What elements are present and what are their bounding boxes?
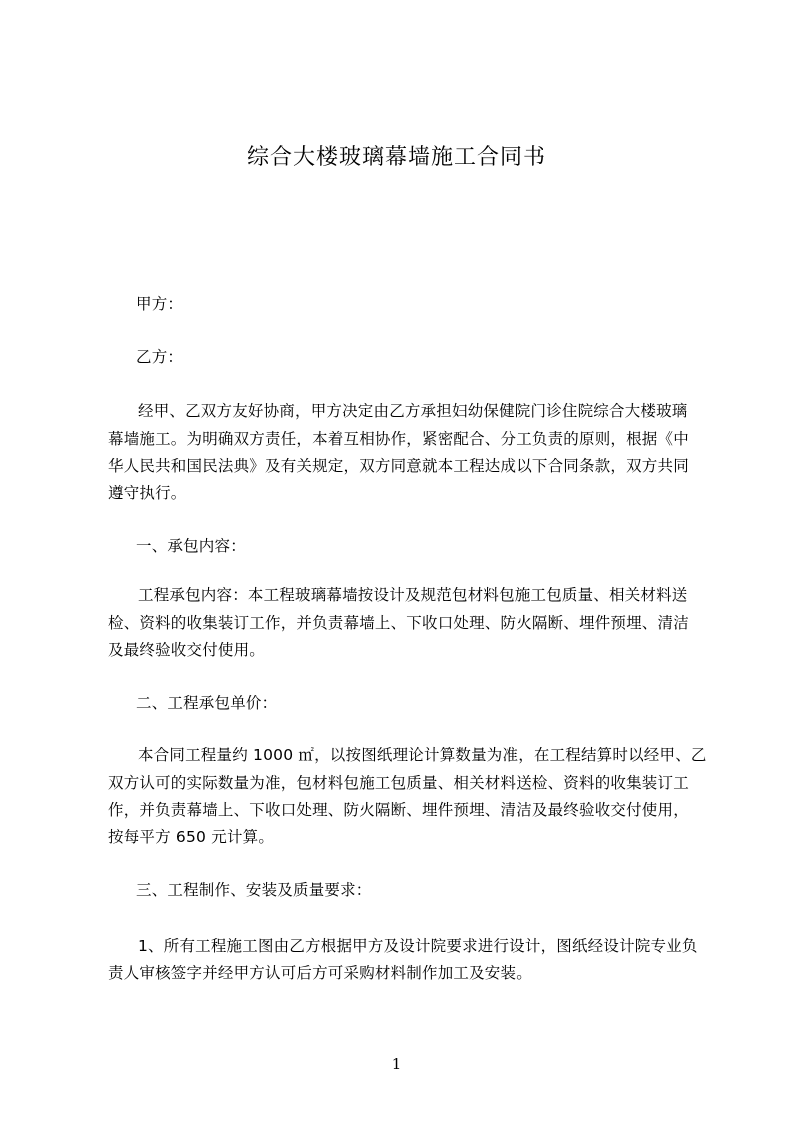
section3-item-line: 1、所有工程施工图由乙方根据甲方及设计院要求进行设计，图纸经设计院专业负 [138,937,698,955]
document-title: 综合大楼玻璃幕墙施工合同书 [246,145,546,170]
intro-line: 经甲、乙双方友好协商，甲方决定由乙方承担妇幼保健院门诊住院综合大楼玻璃 [138,402,688,420]
section-heading: 一、承包内容： [136,537,246,555]
page-number: 1 [391,1055,402,1073]
intro-line: 华人民共和国民法典》及有关规定，双方同意就本工程达成以下合同条款，双方共同 [108,457,689,475]
section2-line: 本合同工程量约 1000 ㎡，以按图纸理论计算数量为准，在工程结算时以经甲、乙 [138,746,707,764]
section1-line: 及最终验收交付使用。 [108,641,266,659]
section2-line: 作，并负责幕墙上、下收口处理、防火隔断、埋件预埋、清洁及最终验收交付使用， [108,801,689,819]
section2-line: 按每平方 650 元计算。 [108,828,275,846]
section-heading: 二、工程承包单价： [136,694,278,712]
section2-line: 双方认可的实际数量为准，包材料包施工包质量、相关材料送检、资料的收集装订工 [108,774,689,792]
intro-line: 遵守执行。 [108,484,187,502]
section1-line: 工程承包内容：本工程玻璃幕墙按设计及规范包材料包施工包质量、相关材料送 [138,586,688,604]
party-a-label: 甲方： [136,295,184,313]
intro-line: 幕墙施工。为明确双方责任，本着互相协作，紧密配合、分工负责的原则，根据《中 [108,430,689,448]
party-b-label: 乙方： [136,348,184,366]
section3-item-line: 责人审核签字并经甲方认可后方可采购材料制作加工及安装。 [108,964,532,982]
section-heading: 三、工程制作、安装及质量要求： [136,881,372,899]
section1-line: 检、资料的收集装订工作，并负责幕墙上、下收口处理、防火隔断、埋件预埋、清洁 [108,614,689,632]
